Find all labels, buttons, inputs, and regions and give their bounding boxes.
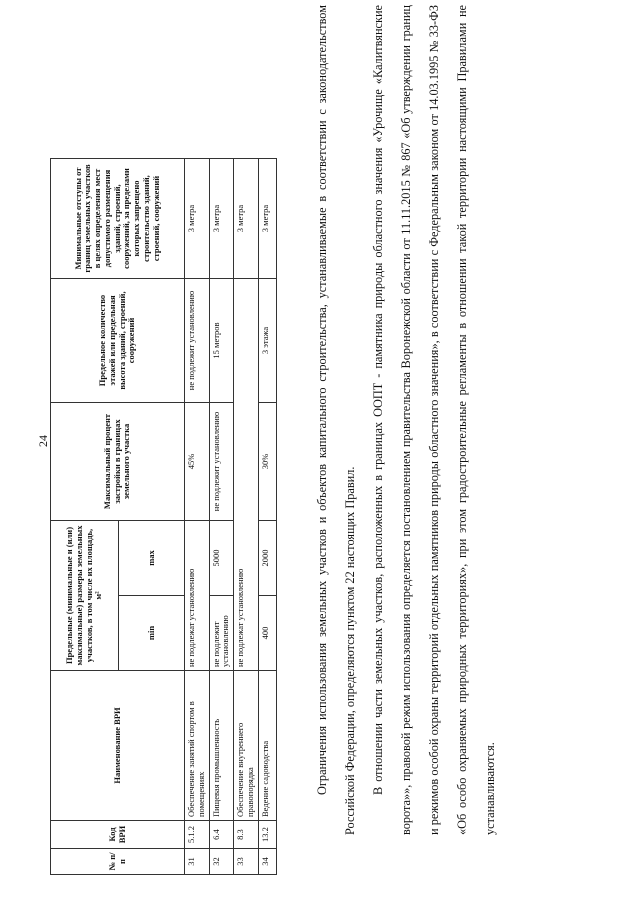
row-num: 32 <box>209 849 234 875</box>
row-num: 31 <box>185 849 210 875</box>
table-row <box>258 159 276 875</box>
row-area-max: 2000 <box>258 521 276 596</box>
row-coverage: 45% <box>185 403 210 521</box>
row-area-min: не подлежит установлению <box>209 596 234 671</box>
protected-area-paragraph: В отношении части земельных участков, расположенных в границах ООПТ - памятника природы областного значения «Урочище «Калитвянские ворота»», правовой режим использования определяется постановлением правительства Воронежской области от 11.11.2015 № 867 «Об утверждении границ и режимов особой охраны территорий отдельных памятников природы областного значения», в соответствии с Федеральным законом от 14.03.1995 № 33-ФЗ «Об особо охраняемых природных территориях», при этом градостроительные регламенты в отношении такой территории настоящими Правилами не устанавливаются. <box>371 5 497 835</box>
row-name: Обеспечение занятий спортом в помещениях <box>185 671 210 821</box>
vri-table <box>50 158 277 875</box>
page-number: 24 <box>36 435 50 447</box>
row-num: 33 <box>234 849 259 875</box>
row-code: 13.2 <box>258 821 276 849</box>
table-row <box>185 159 210 875</box>
restrictions-paragraph: Ограничения использования земельных участков и объектов капитального строительства, устанавливаемые в соответствии с законодательством Российской Федерации, определяются пунктом 22 настоящих Правил. <box>315 5 357 835</box>
header-setbacks: Минимальные отступы от границ земельных участков в целях определения мест допустимого размещения зданий, строений, сооружений, за пределами которых запрещено строительство зданий, строений, сооружений <box>51 159 185 279</box>
row-code: 8.3 <box>234 821 259 849</box>
row-area-max: 5000 <box>209 521 234 596</box>
row-name: Пищевая промышленность <box>209 671 234 821</box>
row-setbacks: 3 метра <box>258 159 276 279</box>
header-coverage: Максимальный процент застройки в границах земельного участка <box>51 403 185 521</box>
row-floors: не подлежит установлению <box>185 279 210 403</box>
table-row <box>209 159 234 875</box>
row-setbacks: 3 метра <box>185 159 210 279</box>
row-floors: 3 этажа <box>258 279 276 403</box>
table-header-row <box>51 159 119 875</box>
header-num: № п/п <box>51 849 185 875</box>
row-area-min: 400 <box>258 596 276 671</box>
header-name: Наименование ВРИ <box>51 671 185 821</box>
row-code: 6.4 <box>209 821 234 849</box>
row-floors: 15 метров <box>209 279 234 403</box>
row-merged: не подлежат установлению <box>234 279 259 671</box>
row-name: Ведение садоводства <box>258 671 276 821</box>
header-area: Предельные (минимальные и (или) максимальные) размеры земельных участков, в том числе их площадь, м² <box>51 521 119 671</box>
row-setbacks: 3 метра <box>209 159 234 279</box>
table-row <box>234 159 259 875</box>
row-coverage: не подлежит установлению <box>209 403 234 521</box>
row-code: 5.1.2 <box>185 821 210 849</box>
row-area: не подлежат установлению <box>185 521 210 671</box>
header-floors: Предельное количество этажей или предельная высота зданий, строений, сооружений <box>51 279 185 403</box>
row-coverage: 30% <box>258 403 276 521</box>
header-code: Код ВРИ <box>51 821 185 849</box>
header-area-min: min <box>119 596 185 671</box>
row-setbacks: 3 метра <box>234 159 259 279</box>
row-name: Обеспечение внутреннего правопорядка <box>234 671 259 821</box>
row-num: 34 <box>258 849 276 875</box>
header-area-max: max <box>119 521 185 596</box>
